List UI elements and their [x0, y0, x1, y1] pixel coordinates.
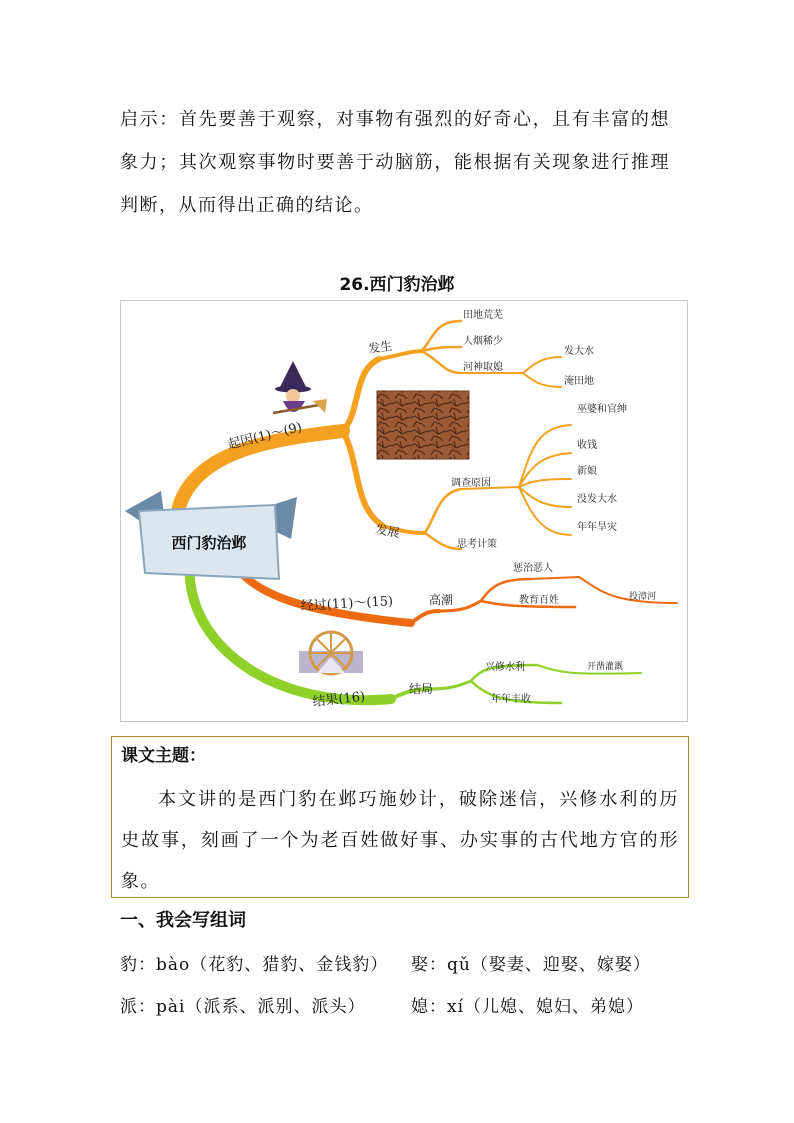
section-heading: 一、我会写组词	[120, 910, 246, 931]
occurrence-label: 发生	[367, 338, 394, 356]
investigate-item-5: 年年旱灾	[577, 522, 617, 533]
irrigation-item: 开凿灌溉	[587, 662, 624, 672]
vocab-entry: 娶：qǔ（娶妻、迎娶、嫁娶）	[411, 955, 651, 975]
climax-item-2: 教育百姓	[519, 595, 559, 606]
origin-label: 起因(1)～(9)	[226, 419, 304, 453]
ending-item-2: 年年丰收	[491, 694, 531, 705]
center-topic: 西门豹治邺	[171, 534, 247, 552]
process-label: 经过(11)～(15)	[300, 594, 394, 614]
climax-label: 高潮	[429, 593, 454, 607]
climax-item-1: 惩治恶人	[513, 563, 553, 574]
theme-heading: 课文主题：	[121, 746, 206, 766]
ending-item-1: 兴修水利	[485, 662, 525, 673]
vocab-entry: 派：pài（派系、派别、派头）	[120, 997, 366, 1017]
mind-map	[120, 300, 688, 722]
cracked-earth-image	[377, 391, 469, 459]
occ-item-1: 田地荒芜	[463, 310, 503, 321]
investigate-item-1: 巫婆和官绅	[577, 404, 627, 415]
ending-label: 结局	[409, 682, 434, 696]
dev-investigate: 调查原因	[451, 478, 491, 489]
water-wheel-icon	[299, 632, 363, 674]
investigate-item-3: 新娘	[577, 466, 597, 477]
mind-map-diagram	[121, 301, 689, 723]
vocab-entry: 豹：bào（花豹、猎豹、金钱豹）	[120, 955, 389, 975]
hebo-item-1: 发大水	[564, 346, 594, 357]
occ-item-2: 人烟稀少	[463, 336, 503, 347]
lesson-title: 26.西门豹治邺	[339, 275, 455, 295]
dev-plan: 思考计策	[457, 539, 497, 550]
investigate-item-2: 收钱	[577, 440, 597, 451]
vocab-entry: 媳：xí（儿媳、媳妇、弟媳）	[411, 997, 645, 1017]
occ-item-3: 河神取媳	[463, 362, 503, 373]
theme-box	[111, 736, 689, 898]
intro-paragraph: 启示：首先要善于观察，对事物有强烈的好奇心，且有丰富的想象力；其次观察事物时要善于动脑筋，能根据有关现象进行推理判断，从而得出正确的结论。	[120, 109, 670, 216]
center-banner	[125, 491, 297, 579]
witch-icon	[273, 361, 327, 413]
result-label: 结果(16)	[311, 689, 366, 710]
theme-body: 本文讲的是西门豹在邺巧施妙计，破除迷信，兴修水利的历史故事，刻画了一个为老百姓做好事、办实事的古代地方官的形象。	[121, 789, 679, 892]
punish-item: 投漳河	[629, 592, 657, 602]
development-label: 发展	[374, 522, 401, 541]
hebo-item-2: 淹田地	[564, 376, 594, 387]
investigate-item-4: 没发大水	[577, 494, 617, 505]
